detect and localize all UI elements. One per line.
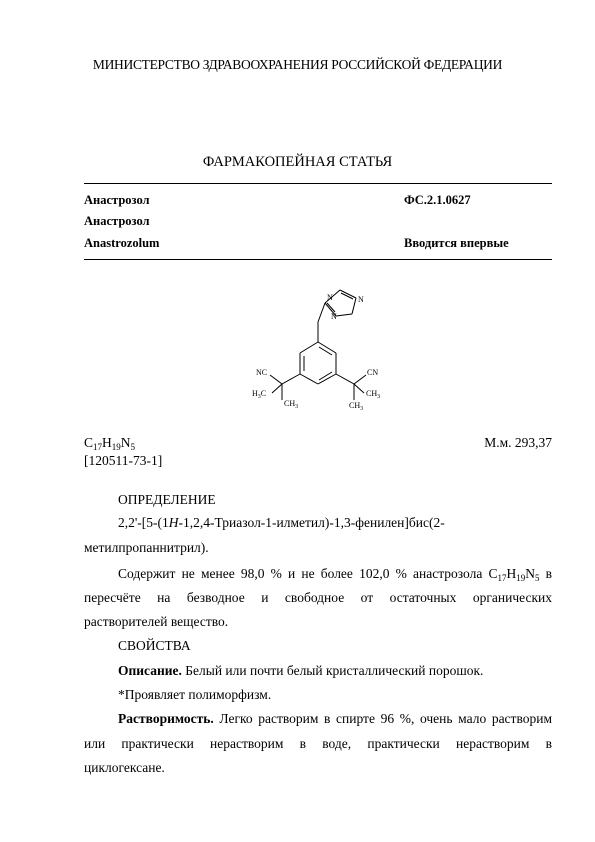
properties-heading: СВОЙСТВА (118, 638, 191, 653)
atom-label-n: N (331, 312, 337, 321)
status-note: Вводится впервые (404, 236, 509, 250)
content-line: растворителей вещество. (84, 614, 229, 629)
cas-number: [120511-73-1] (84, 453, 163, 468)
solubility-line: циклогексане. (84, 760, 165, 775)
bottom-divider (84, 259, 552, 260)
document-title: ФАРМАКОПЕЙНАЯ СТАТЬЯ (202, 154, 393, 170)
atom-label-ch3: $CH_3$ (366, 389, 381, 400)
content-line: пересчёте на безводное и свободное от остаточных органических (84, 590, 552, 605)
molecular-mass: М.м. 293,37 (484, 435, 552, 450)
definition-line: метилпропаннитрил). (84, 540, 209, 555)
name-russian-alt: Анастрозол (84, 214, 150, 228)
name-latin: Anastrozolum (84, 236, 160, 250)
atom-label-nc: NC (256, 368, 268, 377)
atom-label-ch3: $CH_3$ (349, 401, 364, 412)
atom-label-n: N (327, 293, 333, 302)
solubility-line: или практически нерастворим в воде, практически нерастворим в (84, 736, 552, 751)
definition-line: 2,2'-[5-(1H-1,2,4-Триазол-1-илметил)-1,3-фенилен]бис(2- (118, 515, 445, 530)
definition-heading: ОПРЕДЕЛЕНИЕ (118, 492, 216, 507)
ministry-heading: МИНИСТЕРСТВО ЗДРАВООХРАНЕНИЯ РОССИЙСКОЙ ФЕДЕРАЦИИ (92, 57, 503, 72)
monograph-code: ФС.2.1.0627 (404, 193, 471, 207)
molecular-formula: $C_{17}H_{19}N_5$ (84, 435, 136, 452)
atom-label-n: N (358, 295, 364, 304)
top-divider (84, 183, 552, 184)
atom-label-h3c: $H_3C$ (252, 389, 267, 400)
polymorphism-note: *Проявляет полиморфизм. (118, 687, 272, 702)
atom-label-ch3: $CH_3$ (284, 399, 299, 410)
description-line: Описание. Белый или почти белый кристаллический порошок. (118, 663, 484, 678)
solubility-line: Растворимость. Легко растворим в спирте 96 %, очень мало растворим (118, 711, 552, 726)
content-line: Содержит не менее 98,0 % и не более 102,0 % анастрозола $C_{17}H_{19}N_5$ в (118, 566, 552, 583)
atom-label-cn: CN (367, 368, 379, 377)
structural-formula (240, 280, 400, 415)
name-russian: Анастрозол (84, 193, 150, 207)
